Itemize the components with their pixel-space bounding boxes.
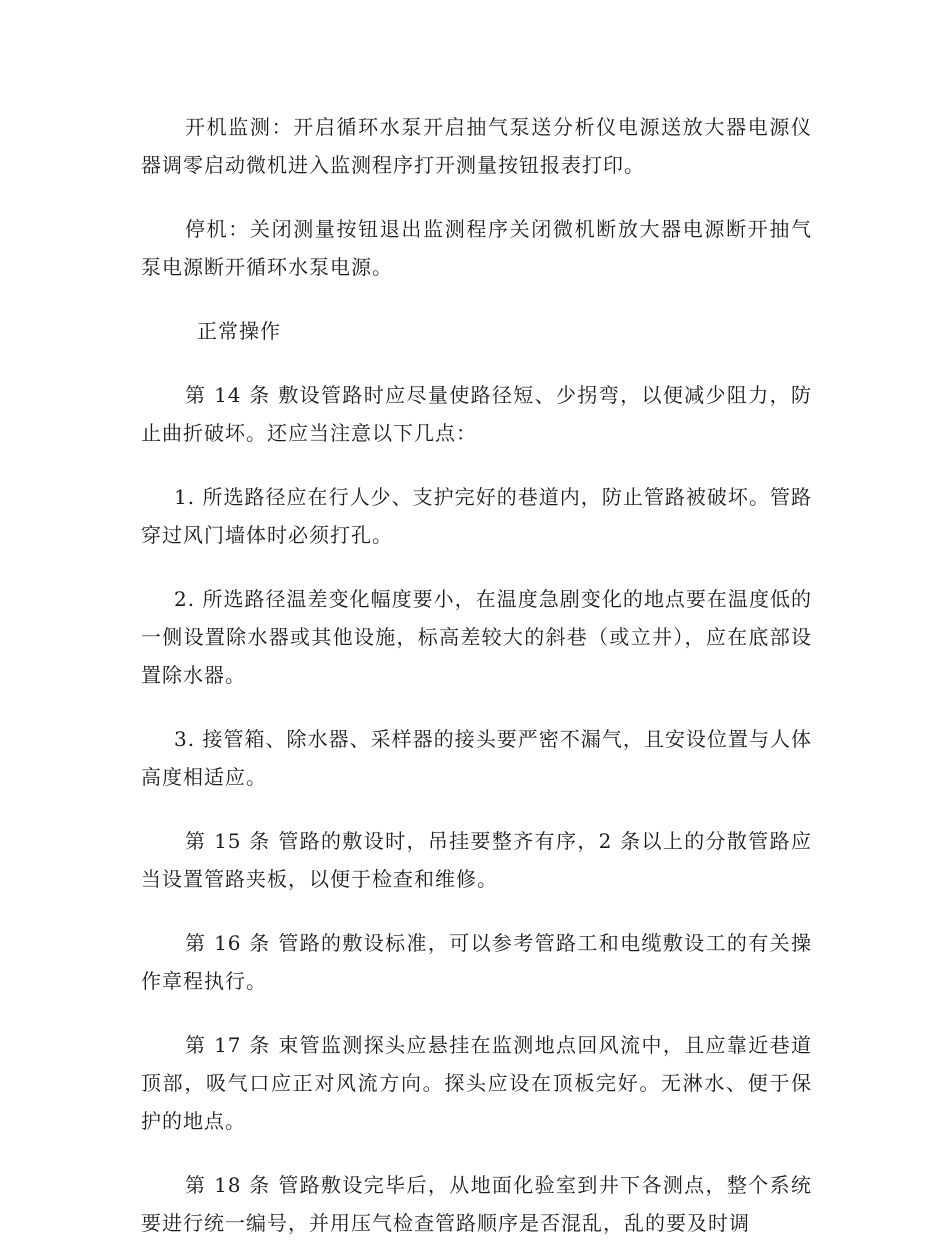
list-item-1: 1. 所选路径应在行人少、支护完好的巷道内，防止管路被破坏。管路穿过风门墙体时必须打孔。 — [141, 485, 812, 547]
paragraph-shutdown: 停机：关闭测量按钮退出监测程序关闭微机断放大器电源断开抽气泵电源断开循环水泵电源。 — [141, 217, 812, 279]
paragraph-article-16: 第 16 条 管路的敷设标准，可以参考管路工和电缆敷设工的有关操作章程执行。 — [141, 931, 812, 993]
paragraph-startup-monitoring: 开机监测：开启循环水泵开启抽气泵送分析仪电源送放大器电源仪器调零启动微机进入监测程序打开测量按钮报表打印。 — [141, 115, 812, 177]
paragraph-article-18: 第 18 条 管路敷设完毕后，从地面化验室到井下各测点，整个系统要进行统一编号，并用压气检查管路顺序是否混乱，乱的要及时调 — [141, 1173, 812, 1235]
list-item-2: 2. 所选路径温差变化幅度要小，在温度急剧变化的地点要在温度低的一侧设置除水器或其他设施，标高差较大的斜巷（或立井），应在底部设置除水器。 — [141, 587, 812, 687]
paragraph-article-15: 第 15 条 管路的敷设时，吊挂要整齐有序，2 条以上的分散管路应当设置管路夹板，以便于检查和维修。 — [141, 829, 812, 891]
paragraph-article-14: 第 14 条 敷设管路时应尽量使路径短、少拐弯，以便减少阻力，防止曲折破坏。还应当注意以下几点： — [141, 383, 812, 445]
paragraph-article-17: 第 17 条 束管监测探头应悬挂在监测地点回风流中，且应靠近巷道顶部，吸气口应正对风流方向。探头应设在顶板完好。无淋水、便于保护的地点。 — [141, 1033, 812, 1133]
section-heading-normal-operation: 正常操作 — [197, 319, 281, 343]
list-item-3: 3. 接管箱、除水器、采样器的接头要严密不漏气，且安设位置与人体高度相适应。 — [141, 727, 812, 789]
